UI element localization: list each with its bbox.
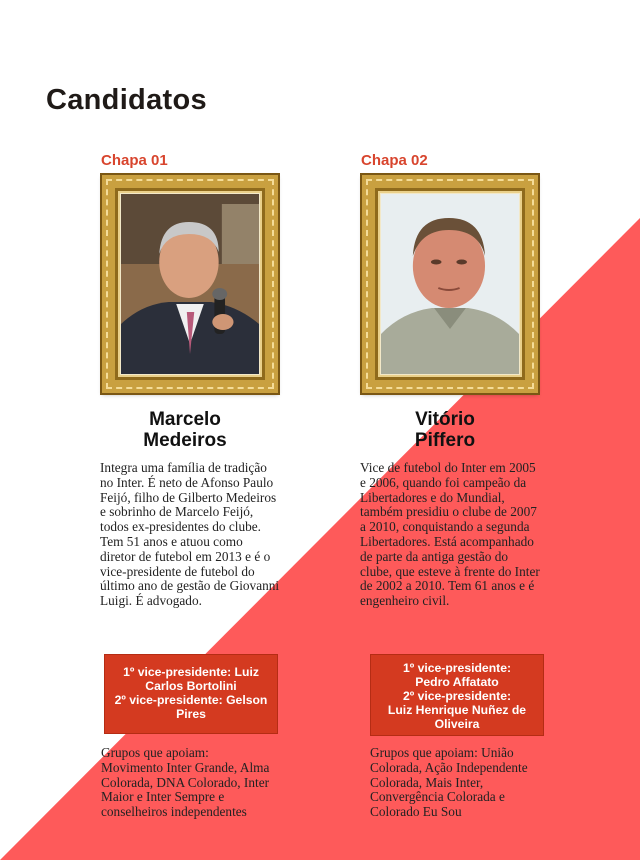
supporting-groups-2: Grupos que apoiam: União Colorada, Ação Independente Colorada, Mais Inter, Convergência Colorada e Colorado Eu Sou: [370, 745, 528, 820]
vice-line: Pedro Affatato: [415, 675, 499, 689]
vice-line: 2º vice-presidente:: [402, 689, 512, 703]
candidate-name: [360, 409, 530, 451]
candidate-card-2: [360, 152, 560, 609]
name-line-2: Piffero: [414, 430, 476, 451]
portrait-frame: [102, 175, 278, 393]
candidate-bio: Integra uma família de tradição no Inter. É neto de Afonso Paulo Feijó, filho de Gilberto Medeiros e sobrinho de Marcelo Feijó, todos ex-presidentes do clube. Tem 51 anos e atuou como diretor de futebol em 2013 e é o vice-presidente de futebol do último ano de gestão de Giovanni Luigi. É advogado.: [100, 460, 280, 609]
candidate-portrait: [381, 194, 519, 374]
vice-presidents-box-2: [370, 654, 544, 736]
vice-line: 2º vice-presidente: Gelson Pires: [114, 693, 268, 721]
supporting-groups-1: Grupos que apoiam: Movimento Inter Grande, Alma Colorada, DNA Colorado, Inter Maior e Inter Sempre e conselheiros independentes: [101, 745, 270, 820]
vice-line: 1º vice-presidente:: [402, 661, 512, 675]
candidate-card-1: [100, 152, 300, 609]
chapa-label: Chapa 02: [361, 152, 428, 169]
vice-line: 1º vice-presidente: Luiz Carlos Bortolini: [123, 665, 259, 693]
name-line-1: Vitório: [415, 409, 475, 430]
portrait-frame: [362, 175, 538, 393]
name-line-2: Medeiros: [143, 430, 227, 451]
vice-line: Luiz Henrique Nuñez de Oliveira: [387, 703, 527, 731]
vice-presidents-box-1: [104, 654, 278, 734]
candidate-name: [100, 409, 270, 451]
page-title: Candidatos: [46, 84, 207, 116]
name-line-1: Marcelo: [149, 409, 221, 430]
candidate-bio: Vice de futebol do Inter em 2005 e 2006, quando foi campeão da Libertadores e do Mundial, também presidiu o clube de 2007 a 2010, conquistando a segunda Libertadores. Está acompanhado de parte da antiga gestão do clube, que esteve à frente do Inter de 2002 a 2010. Tem 61 anos e é engenheiro civil.: [360, 460, 540, 609]
chapa-label: Chapa 01: [101, 152, 168, 169]
candidate-portrait: [121, 194, 259, 374]
